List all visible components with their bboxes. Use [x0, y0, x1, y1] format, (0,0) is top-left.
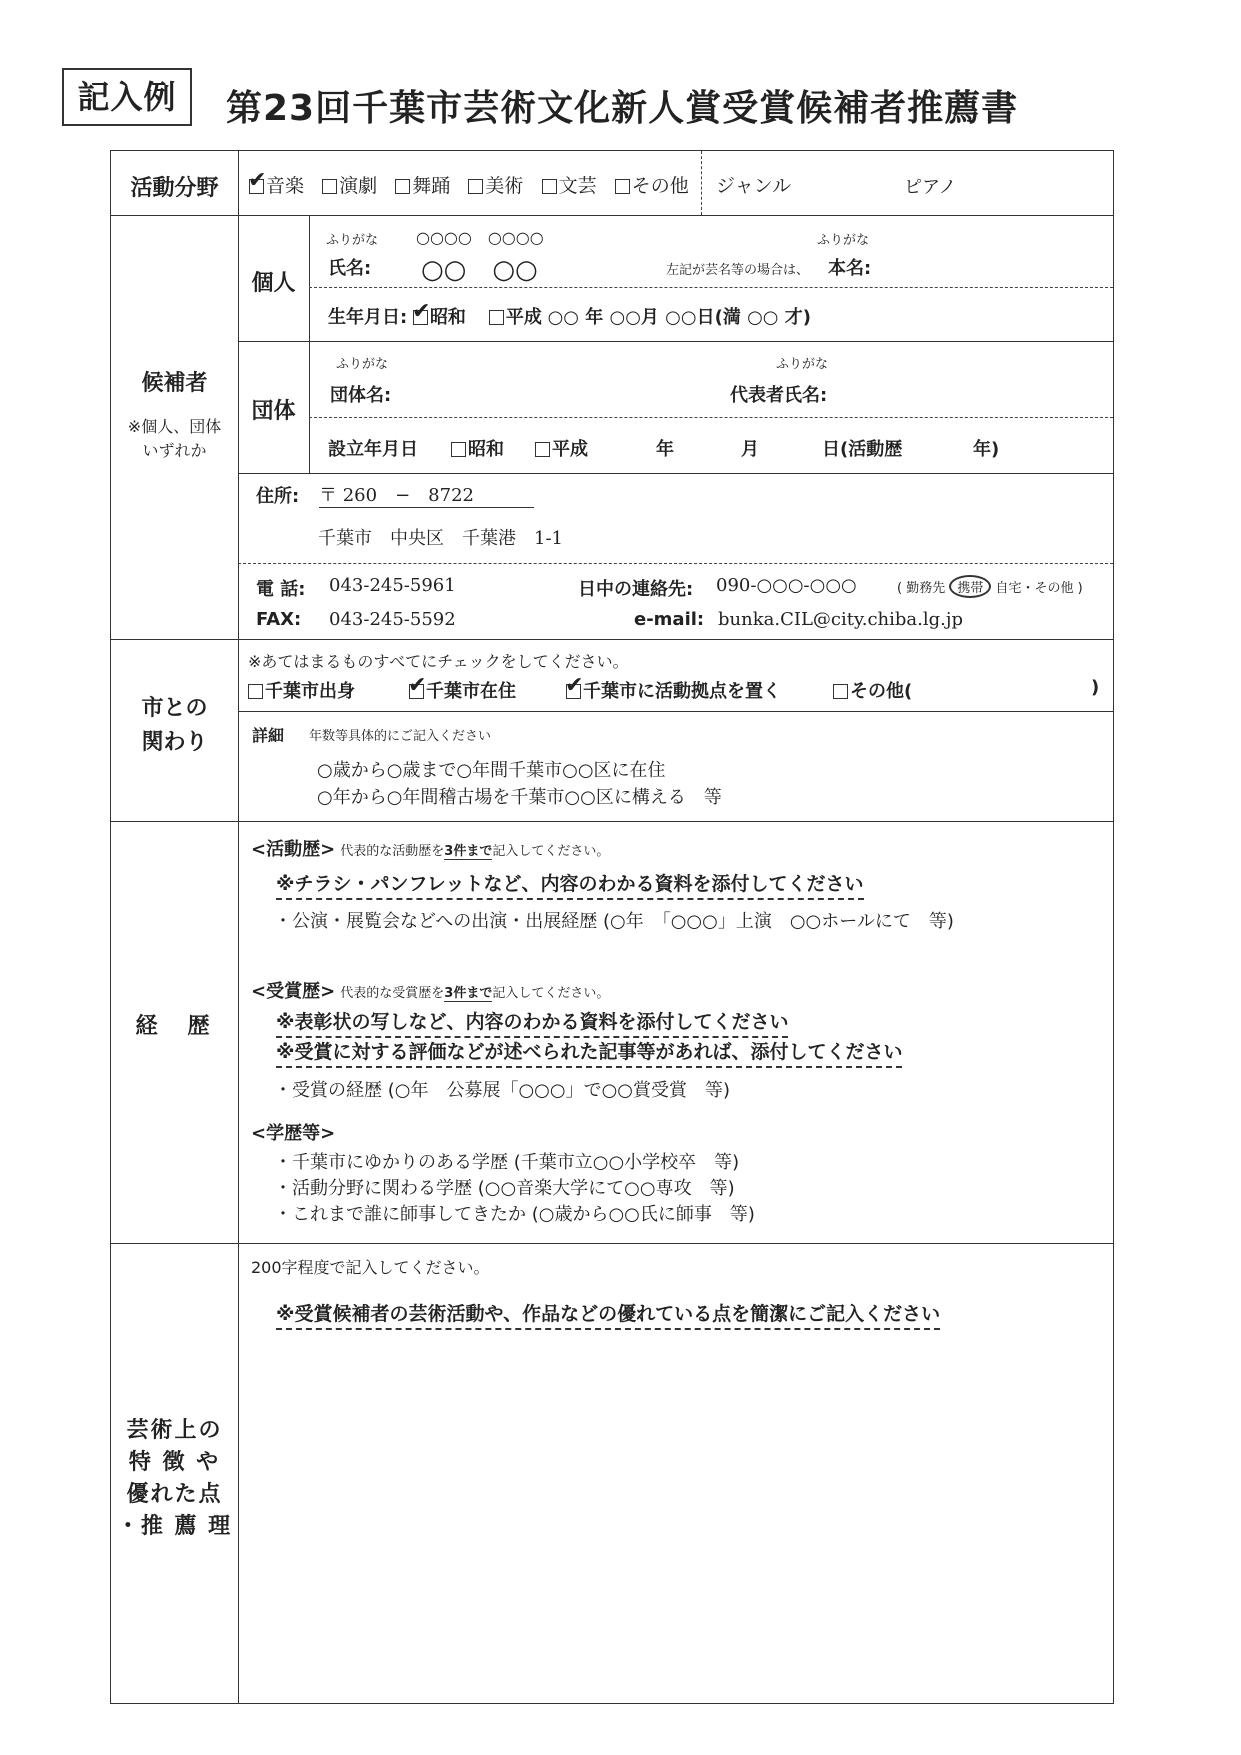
postal-code[interactable]: 〒 260 − 8722 [319, 481, 534, 508]
checkbox-icon[interactable] [248, 684, 263, 699]
rep-furigana-label: ふりがな [776, 357, 829, 372]
merit-label-3: 優れた点 [126, 1482, 223, 1507]
checkbox-checked-icon[interactable] [566, 684, 581, 699]
sample-badge: 記入例 [62, 68, 192, 126]
birthdate-value[interactable]: ○○ 年 ○○月 ○○日(満 ○○ 才) [547, 307, 811, 328]
group-name-label[interactable]: 団体名: [330, 385, 392, 406]
checkbox-icon[interactable] [395, 179, 410, 194]
education-head: <学歴等> [251, 1123, 336, 1144]
daytime-contact-value[interactable]: 090-○○○-○○○ [716, 575, 857, 596]
founded-label: 設立年月日 [328, 439, 418, 460]
honmyo-furigana-label: ふりがな [817, 233, 870, 248]
tel-label: 電 話: [256, 579, 306, 600]
activity-history-head: <活動歴> 代表的な活動歴を3件まで記入してください。 [251, 839, 610, 860]
checkbox-checked-icon[interactable] [249, 179, 264, 194]
relation-label-2: 関わり [141, 730, 208, 755]
group-furigana-label: ふりがな [336, 357, 389, 372]
relation-detail-line-1[interactable]: ○歳から○歳まで○年間千葉市○○区に在住 [317, 760, 666, 781]
address-label: 住所: [256, 486, 300, 507]
relation-option-resident[interactable]: ✔ 千葉市在住 [409, 677, 516, 703]
activity-example: ・公演・展覧会などへの出演・出展経歴 (○年 「○○○」上演 ○○ホールにて 等) [274, 911, 954, 932]
individual-furigana-label: ふりがな [326, 233, 379, 248]
activity-option-art[interactable]: 美術 [468, 175, 523, 197]
education-line-1: ・千葉市にゆかりのある学歴 (千葉市立○○小学校卒 等) [274, 1152, 740, 1173]
merit-label-1: 芸術上の [126, 1418, 223, 1443]
activity-options [249, 171, 689, 198]
era-showa[interactable]: ✔ 昭和 [413, 307, 466, 328]
birthdate-label: 生年月日: [328, 307, 408, 328]
award-attach-note-1: ※表彰状の写しなど、内容のわかる資料を添付してください [276, 1007, 788, 1038]
page-title: 第23回千葉市芸術文化新人賞受賞候補者推薦書 [226, 88, 1019, 129]
career-label: 経 歴 [135, 1014, 214, 1039]
relation-detail-label: 詳細 [252, 726, 285, 745]
merit-text-area[interactable] [241, 1341, 1111, 1699]
fax-value[interactable]: 043-245-5592 [329, 609, 456, 630]
checkbox-checked-icon[interactable] [413, 310, 428, 325]
relation-option-base[interactable]: ✔ 千葉市に活動拠点を置く [566, 677, 781, 703]
checkbox-icon[interactable] [489, 310, 504, 325]
email-label: e-mail: [634, 609, 705, 630]
era-heisei[interactable]: 平成 [489, 307, 542, 328]
checkbox-icon[interactable] [468, 179, 483, 194]
education-line-3: ・これまで誰に師事してきたか (○歳から○○氏に師事 等) [274, 1204, 755, 1225]
activity-option-dance[interactable]: 舞踊 [395, 175, 450, 197]
education-line-2: ・活動分野に関わる学歴 (○○音楽大学にて○○専攻 等) [274, 1178, 735, 1199]
email-value[interactable]: bunka.CIL@city.chiba.lg.jp [718, 609, 963, 630]
award-history-head: <受賞歴> 代表的な受賞歴を3件まで記入してください。 [251, 981, 610, 1002]
checkbox-checked-icon[interactable] [409, 684, 424, 699]
candidate-note-2: いずれか [142, 441, 207, 460]
merit-attach-note: ※受賞候補者の芸術活動や、作品などの優れている点を簡潔にご記入ください [276, 1299, 940, 1330]
founded-era-showa[interactable]: 昭和 [451, 435, 504, 461]
honmyo-note: 左記が芸名等の場合は、 [666, 263, 810, 278]
checkbox-icon[interactable] [542, 179, 557, 194]
relation-other-close: ) [1091, 677, 1100, 698]
candidate-label: 候補者 [141, 371, 208, 396]
founded-day: 日(活動歴 [822, 439, 903, 460]
individual-name-value[interactable]: ○○ ○○ [421, 255, 538, 285]
recommendation-form [110, 150, 1114, 1704]
birthdate-row [328, 303, 811, 329]
fax-label: FAX: [256, 609, 302, 630]
individual-name-label: 氏名: [328, 258, 372, 279]
daytime-contact-type: ( 勤務先 携帯 自宅・その他 ) [897, 575, 1083, 598]
activity-option-other[interactable]: その他 [615, 175, 689, 197]
rep-name-label[interactable]: 代表者氏名: [730, 385, 828, 406]
relation-option-other[interactable]: その他( [833, 677, 912, 703]
individual-furigana-value[interactable]: ○○○○ ○○○○ [416, 228, 544, 247]
activity-option-theater[interactable]: 演劇 [322, 175, 377, 197]
checkbox-icon[interactable] [322, 179, 337, 194]
activity-option-literature[interactable]: 文芸 [542, 175, 597, 197]
founded-era-heisei[interactable]: 平成 [535, 435, 588, 461]
merit-label-2: 特 徴 や [128, 1450, 221, 1475]
checkbox-icon[interactable] [451, 442, 466, 457]
honmyo-label: 本名: [828, 258, 872, 279]
address-line[interactable]: 千葉市 中央区 千葉港 1-1 [318, 528, 563, 549]
activity-field-label: 活動分野 [130, 176, 219, 201]
contact-type-mobile-selected[interactable]: 携帯 [949, 575, 991, 598]
merit-label-4: ・推 薦 理 [116, 1514, 233, 1539]
relation-option-hometown[interactable]: 千葉市出身 [248, 677, 355, 703]
candidate-note-1: ※個人、団体 [127, 417, 222, 436]
merit-instruction: 200字程度で記入してください。 [251, 1258, 490, 1277]
checkbox-icon[interactable] [535, 442, 550, 457]
activity-years: 年) [973, 439, 1000, 460]
founded-month: 月 [741, 439, 759, 460]
checkbox-icon[interactable] [833, 684, 848, 699]
individual-label: 個人 [251, 271, 296, 296]
tel-value[interactable]: 043-245-5961 [329, 575, 456, 596]
checkbox-icon[interactable] [615, 179, 630, 194]
founded-year: 年 [656, 439, 674, 460]
activity-attach-note: ※チラシ・パンフレットなど、内容のわかる資料を添付してください [276, 869, 864, 900]
daytime-contact-label: 日中の連絡先: [578, 579, 694, 600]
award-example: ・受賞の経歴 (○年 公募展「○○○」で○○賞受賞 等) [274, 1080, 731, 1101]
award-attach-note-2: ※受賞に対する評価などが述べられた記事等があれば、添付してください [276, 1037, 902, 1068]
genre-value[interactable]: ピアノ [904, 177, 957, 198]
relation-instruction: ※あてはまるものすべてにチェックをしてください。 [248, 652, 629, 671]
relation-label-1: 市との [141, 696, 208, 721]
group-label: 団体 [251, 399, 296, 424]
genre-label: ジャンル [716, 175, 792, 197]
relation-detail-note: 年数等具体的にご記入ください [309, 729, 492, 744]
activity-option-music[interactable]: ✔ 音楽 [249, 175, 304, 197]
relation-detail-line-2[interactable]: ○年から○年間稽古場を千葉市○○区に構える 等 [317, 787, 722, 808]
